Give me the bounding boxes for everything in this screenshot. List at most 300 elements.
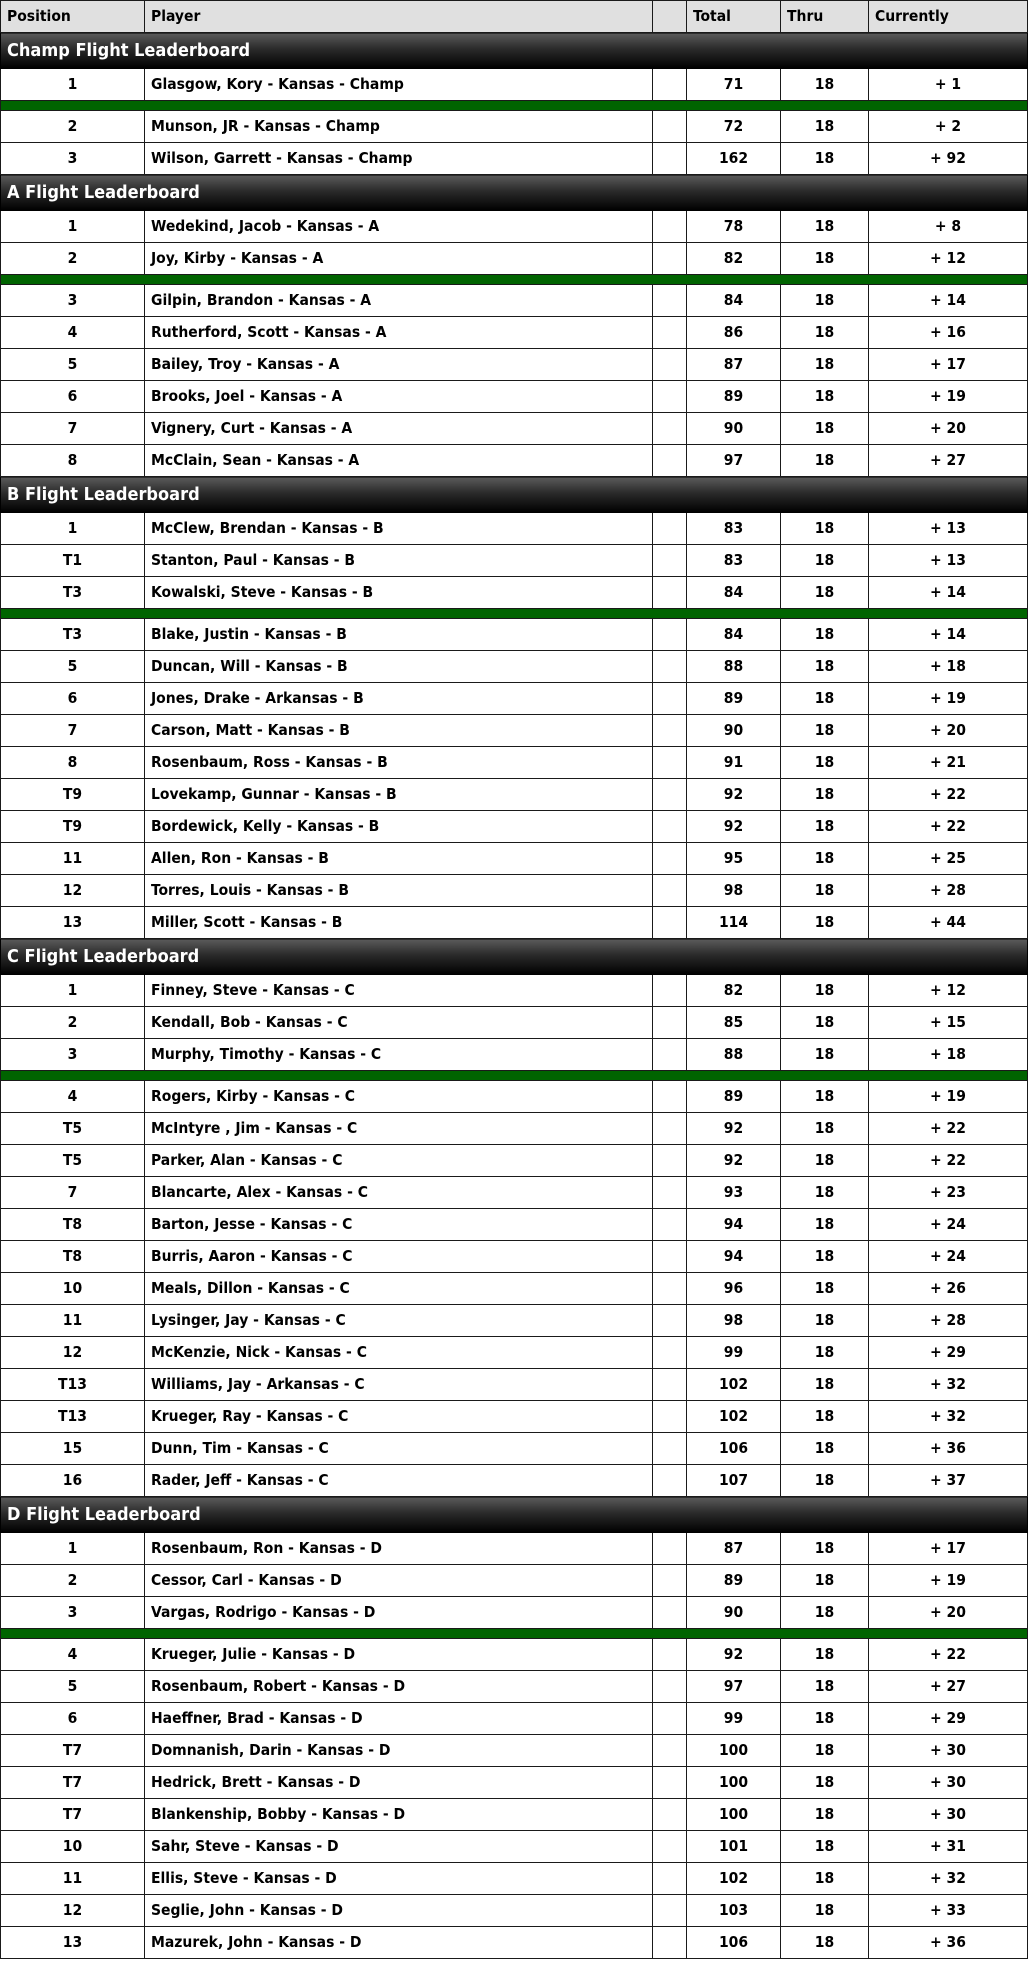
table-row [1,413,1028,445]
player-name-cell: Blake, Justin - Kansas - B [145,619,653,651]
currently-cell: + 27 [869,445,1028,477]
blank-cell [653,243,687,275]
thru-cell: 18 [781,285,869,317]
thru-cell: 18 [781,1177,869,1209]
player-name-cell: Blancarte, Alex - Kansas - C [145,1177,653,1209]
total-cell: 90 [687,413,781,445]
section-header-row [1,175,1028,211]
thru-cell: 18 [781,577,869,609]
blank-cell [653,285,687,317]
player-name-cell: Seglie, John - Kansas - D [145,1895,653,1927]
player-name-cell: Rosenbaum, Robert - Kansas - D [145,1671,653,1703]
currently-cell: + 14 [869,285,1028,317]
blank-cell [653,577,687,609]
player-name-cell: Cessor, Carl - Kansas - D [145,1565,653,1597]
player-name-cell: Mazurek, John - Kansas - D [145,1927,653,1959]
player-name-cell: Jones, Drake - Arkansas - B [145,683,653,715]
table-row [1,1671,1028,1703]
table-row [1,1209,1028,1241]
currently-cell: + 24 [869,1209,1028,1241]
position-cell: T5 [1,1113,145,1145]
position-cell: 1 [1,211,145,243]
blank-cell [653,1465,687,1497]
cut-line-bar [1,275,1028,285]
blank-cell [653,1305,687,1337]
total-cell: 99 [687,1703,781,1735]
thru-cell: 18 [781,1927,869,1959]
player-name-cell: McIntyre , Jim - Kansas - C [145,1113,653,1145]
blank-cell [653,317,687,349]
position-cell: T7 [1,1767,145,1799]
player-name-cell: Williams, Jay - Arkansas - C [145,1369,653,1401]
position-cell: 11 [1,1305,145,1337]
total-cell: 103 [687,1895,781,1927]
position-cell: 10 [1,1831,145,1863]
total-cell: 89 [687,1565,781,1597]
total-cell: 98 [687,875,781,907]
player-name-cell: McClain, Sean - Kansas - A [145,445,653,477]
player-name-cell: Sahr, Steve - Kansas - D [145,1831,653,1863]
player-name-cell: Blankenship, Bobby - Kansas - D [145,1799,653,1831]
currently-cell: + 20 [869,1597,1028,1629]
total-cell: 90 [687,1597,781,1629]
section-title: C Flight Leaderboard [1,939,1028,975]
blank-cell [653,211,687,243]
position-cell: 7 [1,715,145,747]
blank-cell [653,843,687,875]
currently-cell: + 18 [869,651,1028,683]
player-name-cell: Torres, Louis - Kansas - B [145,875,653,907]
total-cell: 99 [687,1337,781,1369]
table-row [1,1703,1028,1735]
total-cell: 82 [687,975,781,1007]
currently-cell: + 22 [869,779,1028,811]
table-row [1,619,1028,651]
table-row [1,1337,1028,1369]
total-cell: 87 [687,349,781,381]
blank-cell [653,651,687,683]
thru-cell: 18 [781,1671,869,1703]
thru-cell: 18 [781,381,869,413]
total-cell: 89 [687,1081,781,1113]
position-cell: T1 [1,545,145,577]
total-cell: 95 [687,843,781,875]
table-row [1,317,1028,349]
thru-cell: 18 [781,1039,869,1071]
total-cell: 100 [687,1735,781,1767]
total-cell: 92 [687,1113,781,1145]
blank-cell [653,1735,687,1767]
blank-cell [653,907,687,939]
position-cell: 8 [1,445,145,477]
player-name-cell: Lysinger, Jay - Kansas - C [145,1305,653,1337]
thru-cell: 18 [781,1639,869,1671]
player-name-cell: Burris, Aaron - Kansas - C [145,1241,653,1273]
player-name-cell: Wedekind, Jacob - Kansas - A [145,211,653,243]
blank-cell [653,545,687,577]
position-cell: T7 [1,1799,145,1831]
currently-cell: + 15 [869,1007,1028,1039]
thru-cell: 18 [781,715,869,747]
thru-cell: 18 [781,1735,869,1767]
thru-cell: 18 [781,111,869,143]
thru-cell: 18 [781,683,869,715]
thru-cell: 18 [781,243,869,275]
total-cell: 83 [687,545,781,577]
blank-cell [653,445,687,477]
thru-cell: 18 [781,69,869,101]
thru-cell: 18 [781,445,869,477]
thru-cell: 18 [781,1209,869,1241]
position-cell: 3 [1,143,145,175]
table-row [1,513,1028,545]
thru-cell: 18 [781,619,869,651]
blank-cell [653,1007,687,1039]
thru-cell: 18 [781,1401,869,1433]
position-cell: 12 [1,1337,145,1369]
blank-cell [653,715,687,747]
header-thru: Thru [781,1,869,33]
blank-cell [653,975,687,1007]
position-cell: 6 [1,1703,145,1735]
total-cell: 92 [687,811,781,843]
position-cell: 11 [1,843,145,875]
player-name-cell: Ellis, Steve - Kansas - D [145,1863,653,1895]
cut-line-divider [1,1071,1028,1081]
currently-cell: + 8 [869,211,1028,243]
thru-cell: 18 [781,1241,869,1273]
blank-cell [653,1177,687,1209]
player-name-cell: Finney, Steve - Kansas - C [145,975,653,1007]
player-name-cell: Hedrick, Brett - Kansas - D [145,1767,653,1799]
blank-cell [653,1703,687,1735]
total-cell: 83 [687,513,781,545]
player-name-cell: Barton, Jesse - Kansas - C [145,1209,653,1241]
blank-cell [653,875,687,907]
thru-cell: 18 [781,1895,869,1927]
thru-cell: 18 [781,143,869,175]
total-cell: 94 [687,1209,781,1241]
thru-cell: 18 [781,317,869,349]
currently-cell: + 19 [869,683,1028,715]
blank-cell [653,747,687,779]
table-row [1,1113,1028,1145]
currently-cell: + 22 [869,1639,1028,1671]
cut-line-bar [1,1071,1028,1081]
section-title: Champ Flight Leaderboard [1,33,1028,69]
table-row [1,1863,1028,1895]
currently-cell: + 22 [869,811,1028,843]
position-cell: 6 [1,683,145,715]
thru-cell: 18 [781,1081,869,1113]
section-title: A Flight Leaderboard [1,175,1028,211]
table-row [1,843,1028,875]
table-row [1,545,1028,577]
player-name-cell: Duncan, Will - Kansas - B [145,651,653,683]
total-cell: 93 [687,1177,781,1209]
total-cell: 87 [687,1533,781,1565]
position-cell: 12 [1,875,145,907]
currently-cell: + 30 [869,1799,1028,1831]
player-name-cell: Dunn, Tim - Kansas - C [145,1433,653,1465]
blank-cell [653,779,687,811]
total-cell: 72 [687,111,781,143]
currently-cell: + 20 [869,413,1028,445]
blank-cell [653,1639,687,1671]
position-cell: 2 [1,243,145,275]
position-cell: 5 [1,651,145,683]
currently-cell: + 36 [869,1433,1028,1465]
cut-line-bar [1,101,1028,111]
thru-cell: 18 [781,843,869,875]
blank-cell [653,143,687,175]
total-cell: 102 [687,1863,781,1895]
position-cell: 5 [1,349,145,381]
thru-cell: 18 [781,1337,869,1369]
currently-cell: + 30 [869,1735,1028,1767]
position-cell: 1 [1,1533,145,1565]
currently-cell: + 37 [869,1465,1028,1497]
table-row [1,285,1028,317]
currently-cell: + 13 [869,513,1028,545]
player-name-cell: Carson, Matt - Kansas - B [145,715,653,747]
player-name-cell: Rogers, Kirby - Kansas - C [145,1081,653,1113]
thru-cell: 18 [781,1465,869,1497]
currently-cell: + 36 [869,1927,1028,1959]
total-cell: 89 [687,683,781,715]
total-cell: 89 [687,381,781,413]
blank-cell [653,1895,687,1927]
blank-cell [653,1081,687,1113]
section-header-row [1,477,1028,513]
total-cell: 100 [687,1767,781,1799]
player-name-cell: Lovekamp, Gunnar - Kansas - B [145,779,653,811]
total-cell: 100 [687,1799,781,1831]
currently-cell: + 33 [869,1895,1028,1927]
currently-cell: + 22 [869,1113,1028,1145]
position-cell: 11 [1,1863,145,1895]
thru-cell: 18 [781,1597,869,1629]
total-cell: 71 [687,69,781,101]
player-name-cell: Rosenbaum, Ron - Kansas - D [145,1533,653,1565]
blank-cell [653,349,687,381]
currently-cell: + 19 [869,1565,1028,1597]
table-row [1,1273,1028,1305]
header-position: Position [1,1,145,33]
thru-cell: 18 [781,1145,869,1177]
table-row [1,1767,1028,1799]
table-row [1,975,1028,1007]
table-row [1,1241,1028,1273]
position-cell: 7 [1,1177,145,1209]
table-row [1,1533,1028,1565]
table-row [1,1433,1028,1465]
total-cell: 84 [687,285,781,317]
thru-cell: 18 [781,1305,869,1337]
total-cell: 92 [687,1639,781,1671]
table-row [1,1895,1028,1927]
blank-cell [653,1597,687,1629]
thru-cell: 18 [781,1831,869,1863]
currently-cell: + 17 [869,1533,1028,1565]
currently-cell: + 32 [869,1369,1028,1401]
total-cell: 106 [687,1927,781,1959]
total-cell: 162 [687,143,781,175]
header-blank [653,1,687,33]
header-total: Total [687,1,781,33]
blank-cell [653,1671,687,1703]
cut-line-divider [1,1629,1028,1639]
player-name-cell: Miller, Scott - Kansas - B [145,907,653,939]
total-cell: 102 [687,1369,781,1401]
thru-cell: 18 [781,779,869,811]
position-cell: T5 [1,1145,145,1177]
currently-cell: + 19 [869,1081,1028,1113]
table-row [1,349,1028,381]
total-cell: 106 [687,1433,781,1465]
position-cell: T8 [1,1209,145,1241]
table-row [1,1597,1028,1629]
currently-cell: + 23 [869,1177,1028,1209]
position-cell: 15 [1,1433,145,1465]
player-name-cell: McKenzie, Nick - Kansas - C [145,1337,653,1369]
table-row [1,651,1028,683]
total-cell: 90 [687,715,781,747]
blank-cell [653,413,687,445]
header-player: Player [145,1,653,33]
currently-cell: + 2 [869,111,1028,143]
position-cell: T9 [1,779,145,811]
thru-cell: 18 [781,651,869,683]
player-name-cell: Haeffner, Brad - Kansas - D [145,1703,653,1735]
table-row [1,211,1028,243]
currently-cell: + 28 [869,875,1028,907]
player-name-cell: Allen, Ron - Kansas - B [145,843,653,875]
blank-cell [653,1039,687,1071]
position-cell: 3 [1,285,145,317]
total-cell: 84 [687,577,781,609]
player-name-cell: Rader, Jeff - Kansas - C [145,1465,653,1497]
currently-cell: + 24 [869,1241,1028,1273]
position-cell: 1 [1,69,145,101]
currently-cell: + 13 [869,545,1028,577]
player-name-cell: Kendall, Bob - Kansas - C [145,1007,653,1039]
thru-cell: 18 [781,1703,869,1735]
player-name-cell: Meals, Dillon - Kansas - C [145,1273,653,1305]
player-name-cell: Gilpin, Brandon - Kansas - A [145,285,653,317]
position-cell: T13 [1,1369,145,1401]
position-cell: 2 [1,1007,145,1039]
total-cell: 78 [687,211,781,243]
currently-cell: + 14 [869,619,1028,651]
header-row [1,1,1028,33]
table-row [1,779,1028,811]
position-cell: 4 [1,317,145,349]
blank-cell [653,1241,687,1273]
section-title: B Flight Leaderboard [1,477,1028,513]
blank-cell [653,1831,687,1863]
blank-cell [653,381,687,413]
thru-cell: 18 [781,1113,869,1145]
blank-cell [653,1799,687,1831]
blank-cell [653,1533,687,1565]
blank-cell [653,619,687,651]
player-name-cell: Joy, Kirby - Kansas - A [145,243,653,275]
currently-cell: + 14 [869,577,1028,609]
table-row [1,747,1028,779]
player-name-cell: Krueger, Julie - Kansas - D [145,1639,653,1671]
thru-cell: 18 [781,349,869,381]
currently-cell: + 19 [869,381,1028,413]
thru-cell: 18 [781,545,869,577]
thru-cell: 18 [781,1565,869,1597]
thru-cell: 18 [781,811,869,843]
currently-cell: + 22 [869,1145,1028,1177]
thru-cell: 18 [781,1433,869,1465]
blank-cell [653,1863,687,1895]
player-name-cell: Bailey, Troy - Kansas - A [145,349,653,381]
blank-cell [653,1209,687,1241]
currently-cell: + 17 [869,349,1028,381]
total-cell: 86 [687,317,781,349]
table-row [1,1465,1028,1497]
table-row [1,445,1028,477]
currently-cell: + 12 [869,975,1028,1007]
blank-cell [653,1767,687,1799]
position-cell: T9 [1,811,145,843]
blank-cell [653,1273,687,1305]
table-row [1,1145,1028,1177]
position-cell: 10 [1,1273,145,1305]
leaderboard-body [1,33,1028,1959]
thru-cell: 18 [781,1369,869,1401]
total-cell: 92 [687,1145,781,1177]
currently-cell: + 18 [869,1039,1028,1071]
currently-cell: + 27 [869,1671,1028,1703]
currently-cell: + 92 [869,143,1028,175]
table-row [1,683,1028,715]
player-name-cell: McClew, Brendan - Kansas - B [145,513,653,545]
table-row [1,811,1028,843]
position-cell: 16 [1,1465,145,1497]
thru-cell: 18 [781,907,869,939]
table-row [1,243,1028,275]
total-cell: 101 [687,1831,781,1863]
position-cell: T13 [1,1401,145,1433]
table-row [1,143,1028,175]
position-cell: 3 [1,1039,145,1071]
currently-cell: + 21 [869,747,1028,779]
table-header [1,1,1028,33]
section-header-row [1,33,1028,69]
blank-cell [653,811,687,843]
player-name-cell: Vignery, Curt - Kansas - A [145,413,653,445]
currently-cell: + 29 [869,1703,1028,1735]
total-cell: 92 [687,779,781,811]
blank-cell [653,513,687,545]
currently-cell: + 28 [869,1305,1028,1337]
thru-cell: 18 [781,211,869,243]
position-cell: 7 [1,413,145,445]
currently-cell: + 12 [869,243,1028,275]
cut-line-divider [1,101,1028,111]
position-cell: 1 [1,975,145,1007]
thru-cell: 18 [781,1007,869,1039]
table-row [1,1799,1028,1831]
position-cell: 4 [1,1639,145,1671]
thru-cell: 18 [781,1863,869,1895]
currently-cell: + 32 [869,1863,1028,1895]
